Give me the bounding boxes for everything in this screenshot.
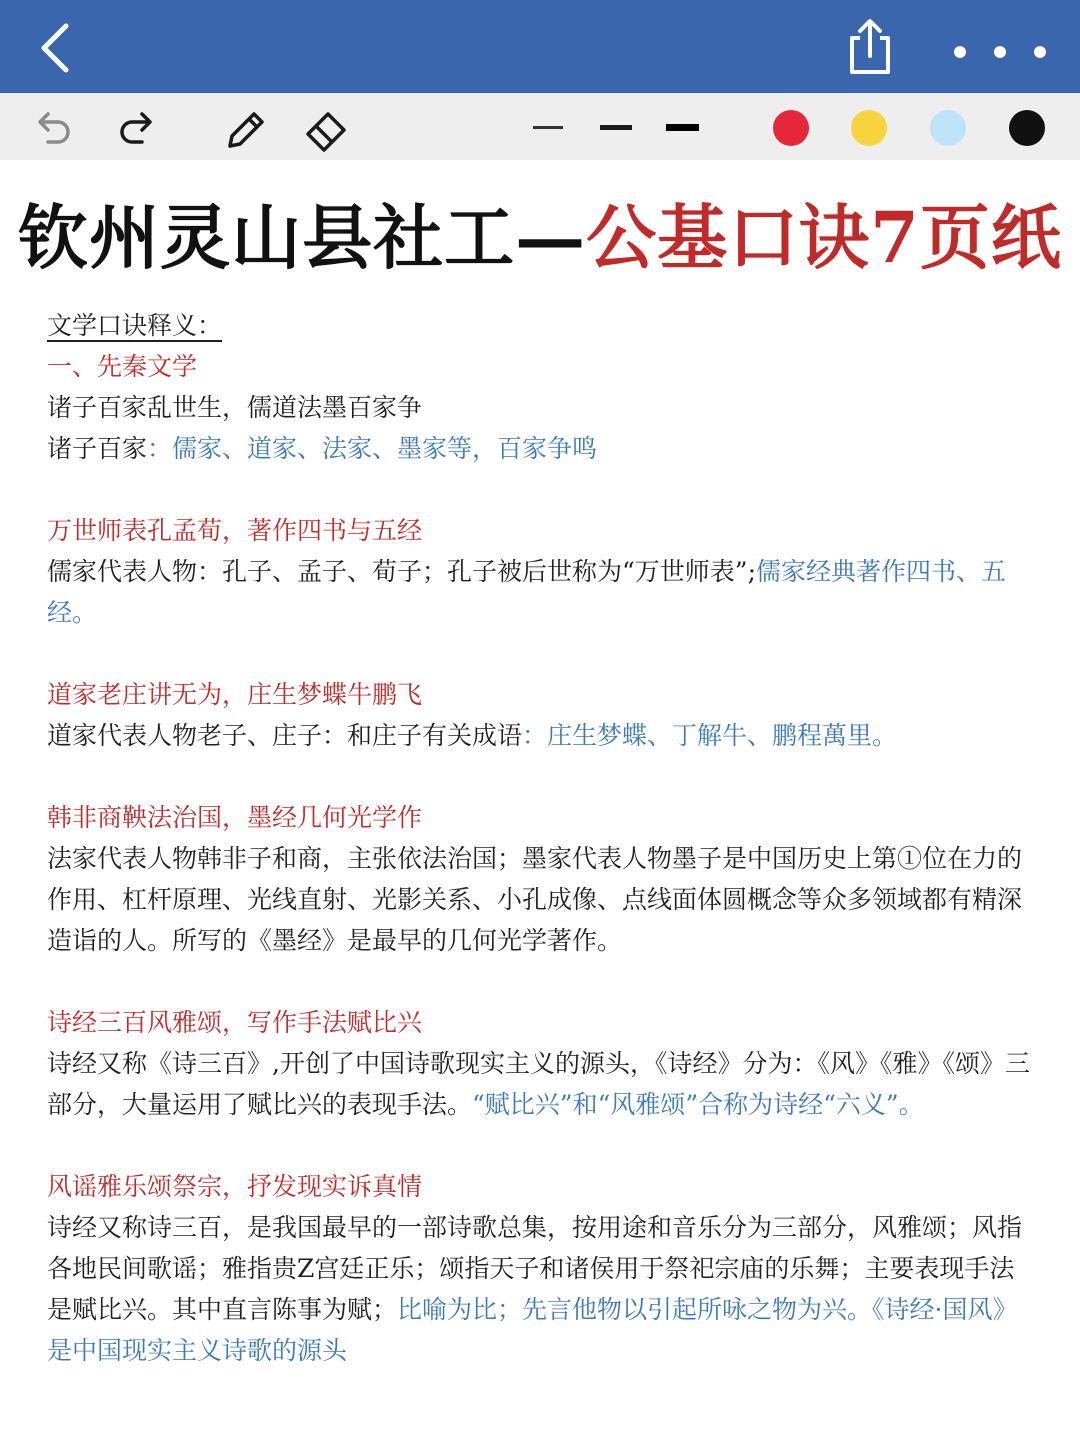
- mnemonic-heading: 道家老庄讲无为，庄生梦蝶牛鹏飞: [47, 680, 423, 709]
- more-horizontal-icon: [945, 30, 1055, 70]
- line-width-medium[interactable]: [600, 125, 632, 130]
- paragraph: [47, 715, 1037, 756]
- pencil-icon: [222, 106, 270, 154]
- more-options-button[interactable]: [945, 30, 1055, 70]
- undo-icon: [36, 108, 76, 148]
- mnemonic-heading: 万世师表孔孟荀，著作四书与五经: [47, 516, 423, 545]
- text-run: 诗经又称诗三百，是我国最早的一部诗歌总集，按用途和音乐分为三部分，风雅颂；风指各地民间歌谣；雅指贵Z宫廷正乐；颂指天子和诸侯用于祭祀宗庙的乐舞；主要表现手法是赋比兴。其中直言陈事为赋；: [47, 1213, 1023, 1324]
- mnemonic-heading: 韩非商鞅法治国，墨经几何光学作: [47, 803, 423, 832]
- section-heading: 一、先秦文学: [47, 352, 198, 381]
- highlight-text: ：庄生梦蝶、丁解牛、鹏程萬里。: [522, 721, 898, 750]
- redo-icon: [114, 108, 154, 148]
- share-icon: [840, 16, 900, 78]
- line-width-thick[interactable]: [666, 124, 699, 131]
- paragraph: 法家代表人物韩非子和商，主张依法治国；墨家代表人物墨子是中国历史上第①位在力的作用、杠杆原理、光线直射、光影关系、小孔成像、点线面体圆概念等众多领域都有精深造诣的人。所写的《墨经》是最早的几何光学著作。: [47, 844, 1023, 955]
- color-swatch-light-blue[interactable]: [930, 110, 966, 146]
- color-swatch-yellow[interactable]: [851, 110, 887, 146]
- top-navigation-bar: [0, 0, 1080, 93]
- highlight-text: ：儒家、道家、法家、墨家等，百家争鸣: [147, 434, 598, 463]
- document-body: [47, 305, 1037, 1371]
- text-run: 儒家代表人物：孔子、孟子、荀子；孔子被后世称为“万世师表”;: [47, 557, 756, 586]
- paragraph: [47, 1207, 1037, 1371]
- text-run: 诗经又称《诗三百》,开创了中国诗歌现实主义的源头，《诗经》分为：《风》《雅》《颂》三部分，大量运用了赋比兴的表现手法。: [47, 1049, 1030, 1119]
- paragraph: [47, 551, 1037, 633]
- back-button[interactable]: [30, 20, 80, 76]
- paragraph: [47, 428, 1037, 469]
- text-run: 诸子百家: [47, 434, 148, 463]
- share-button[interactable]: [840, 16, 900, 78]
- highlight-text: 比喻为比；先言他物以引起所咏之物为兴。《诗经·国风》是中国现实主义诗歌的源头: [47, 1295, 1018, 1365]
- redo-button[interactable]: [114, 108, 154, 152]
- highlight-text: 儒家经典著作四书、五经。: [47, 557, 1007, 627]
- color-swatch-black[interactable]: [1009, 110, 1045, 146]
- eraser-icon: [302, 106, 350, 154]
- pen-tool-button[interactable]: [222, 106, 270, 158]
- highlight-text: “赋比兴”和“风雅颂”合称为诗经“六义”。: [472, 1090, 924, 1119]
- section-label: 文学口诀释义：: [47, 311, 223, 340]
- undo-button[interactable]: [36, 108, 76, 152]
- eraser-tool-button[interactable]: [302, 106, 350, 158]
- title-text-red: 公基口诀7页纸: [586, 196, 1062, 279]
- chevron-left-icon: [30, 20, 80, 76]
- mnemonic-heading: 诗经三百风雅颂，写作手法赋比兴: [47, 1008, 423, 1037]
- paragraph: 诸子百家乱世生，儒道法墨百家争: [47, 393, 423, 422]
- text-run: 道家代表人物老子、庄子：和庄子有关成语: [47, 721, 523, 750]
- line-width-thin[interactable]: [533, 126, 563, 129]
- paragraph: [47, 1043, 1037, 1125]
- color-swatch-red[interactable]: [773, 110, 809, 146]
- mnemonic-heading: 风谣雅乐颂祭宗，抒发现实诉真情: [47, 1172, 423, 1201]
- document-title: [0, 193, 1080, 283]
- title-text-black: 钦州灵山县社工—: [18, 196, 587, 279]
